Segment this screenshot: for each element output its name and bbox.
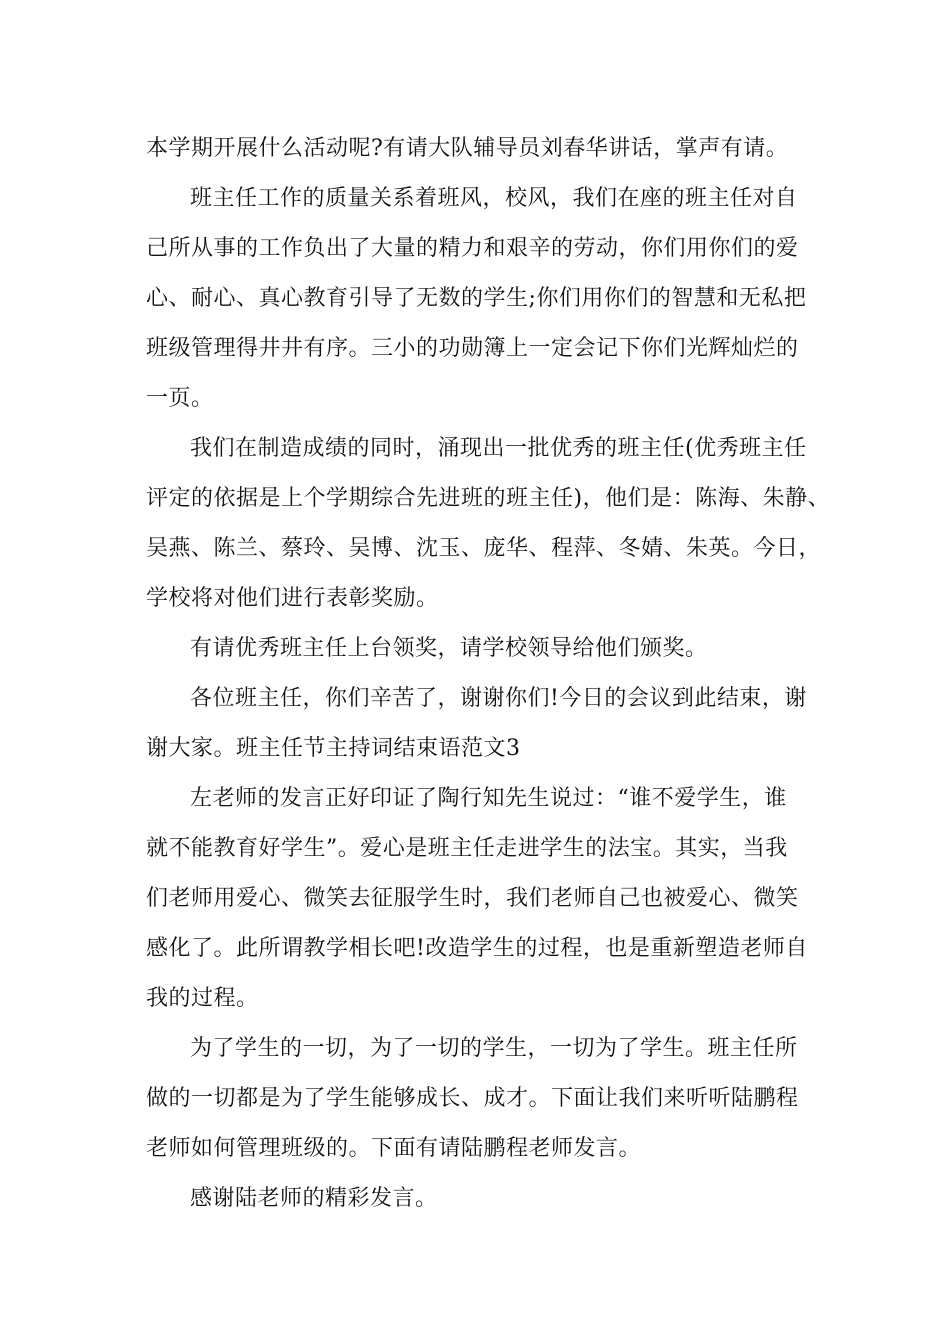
text-line: 老师如何管理班级的。下面有请陆鹏程老师发言。: [146, 1136, 642, 1161]
text-line: 我的过程。: [146, 986, 259, 1011]
text-line: 班级管理得井井有序。三小的功勋簿上一定会记下你们光辉灿烂的: [146, 336, 799, 361]
text-line: 己所从事的工作负出了大量的精力和艰辛的劳动，你们用你们的爱: [146, 236, 799, 261]
text-line: 们老师用爱心、微笑去征服学生时，我们老师自己也被爱心、微笑: [146, 886, 799, 911]
text-line: 做的一切都是为了学生能够成长、成才。下面让我们来听听陆鹏程: [146, 1086, 799, 1111]
text-line: 吴燕、陈兰、蔡玲、吴博、沈玉、庞华、程萍、冬婧、朱英。今日，: [146, 536, 822, 561]
text-line: 本学期开展什么活动呢?有请大队辅导员刘春华讲话，掌声有请。: [146, 136, 789, 161]
paragraph-first-line: 感谢陆老师的精彩发言。: [190, 1186, 438, 1211]
paragraph-first-line: 为了学生的一切，为了一切的学生，一切为了学生。班主任所: [190, 1036, 798, 1061]
paragraph-first-line: 左老师的发言正好印证了陶行知先生说过：“谁不爱学生，谁: [190, 786, 787, 811]
text-line: 评定的依据是上个学期综合先进班的班主任)，他们是：陈海、朱静、: [146, 486, 831, 511]
text-line: 谢大家。班主任节主持词结束语范文3: [146, 736, 521, 761]
paragraph-first-line: 班主任工作的质量关系着班风，校风，我们在座的班主任对自: [190, 186, 798, 211]
text-line: 就不能教育好学生”。爱心是班主任走进学生的法宝。其实，当我: [146, 836, 788, 861]
text-line: 一页。: [146, 386, 214, 411]
paragraph-first-line: 有请优秀班主任上台领奖，请学校领导给他们颁奖。: [190, 636, 708, 661]
text-line: 心、耐心、真心教育引导了无数的学生;你们用你们的智慧和无私把: [146, 286, 807, 311]
paragraph-first-line: 我们在制造成绩的同时，涌现出一批优秀的班主任(优秀班主任: [190, 436, 807, 461]
paragraph-first-line: 各位班主任，你们辛苦了，谢谢你们!今日的会议到此结束，谢: [190, 686, 807, 711]
text-line: 学校将对他们进行表彰奖励。: [146, 586, 439, 611]
text-line: 感化了。此所谓教学相长吧!改造学生的过程，也是重新塑造老师自: [146, 936, 808, 961]
